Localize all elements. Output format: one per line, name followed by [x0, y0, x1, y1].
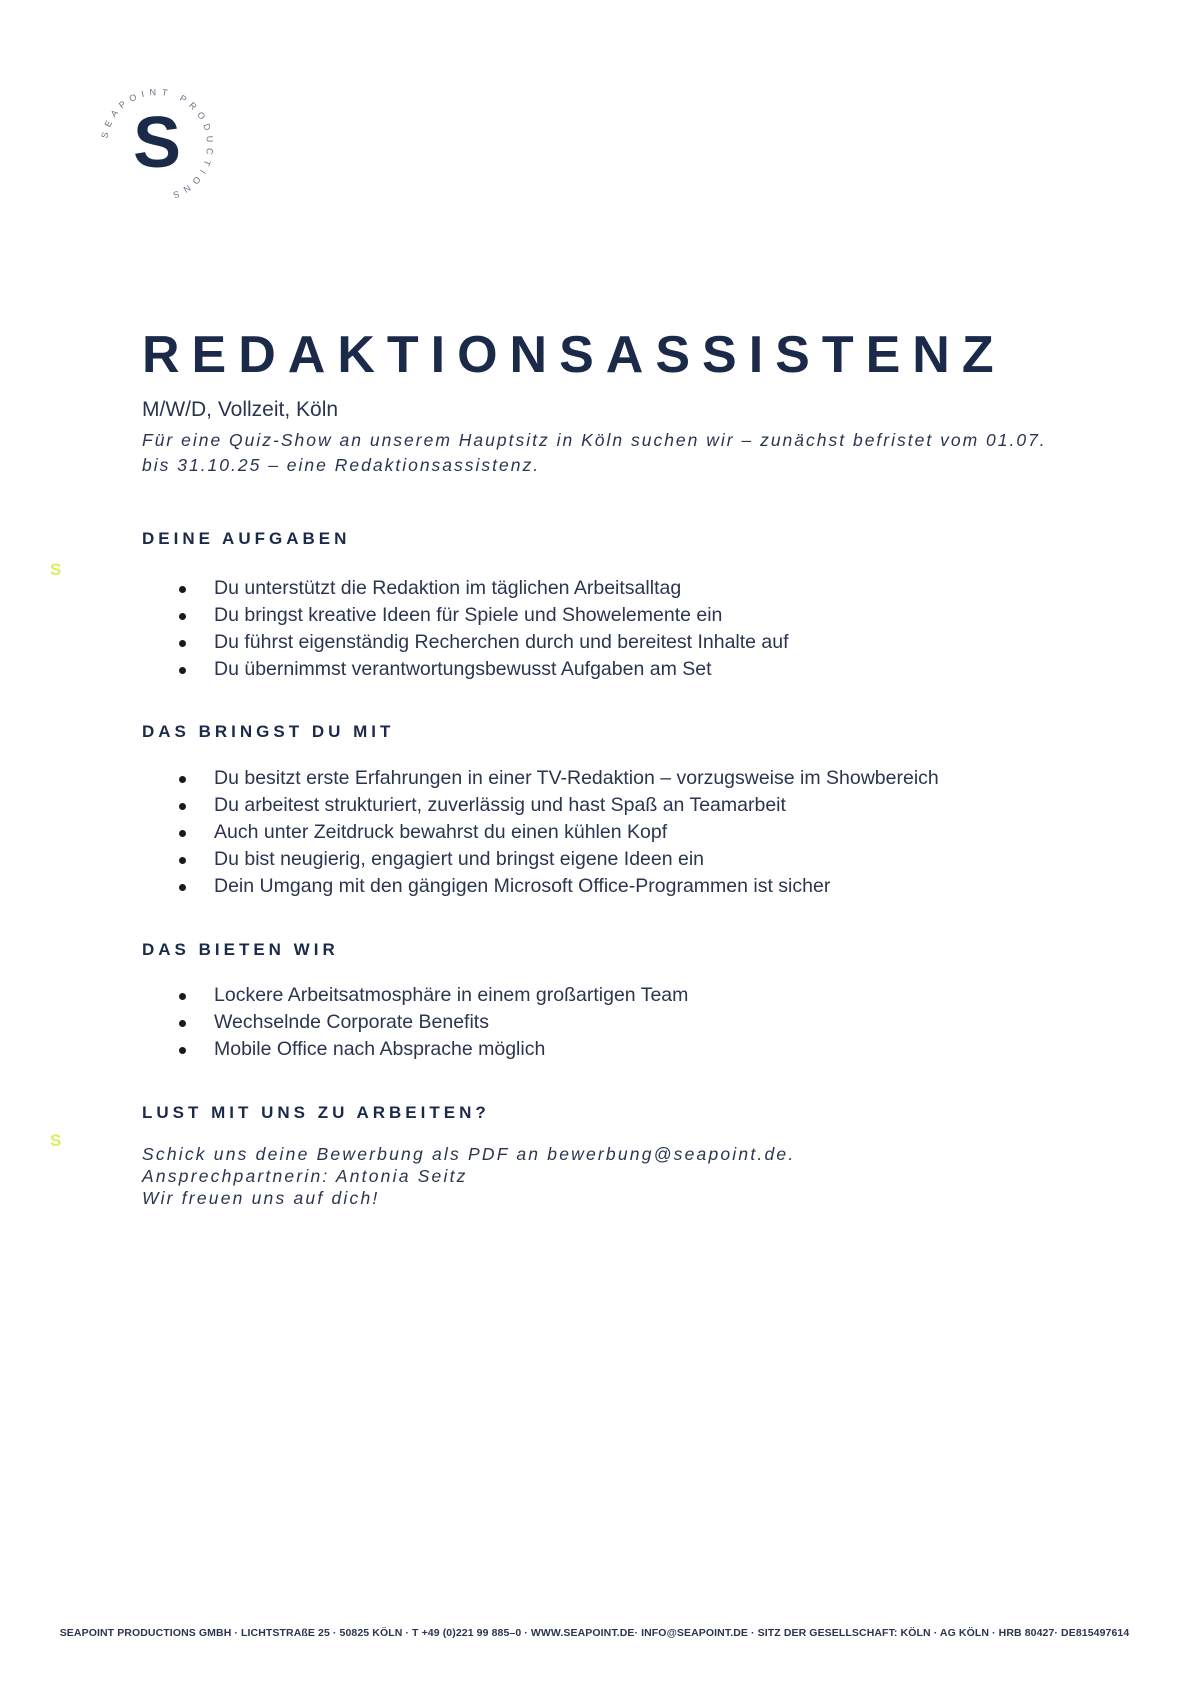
requirements-list: [142, 765, 939, 900]
list-item: Du besitzt erste Erfahrungen in einer TV-Redaktion – vorzugsweise im Showbereich: [142, 765, 939, 792]
bullet-icon: [179, 993, 186, 1000]
closing-line: Wir freuen uns auf dich!: [142, 1188, 380, 1208]
page-title: REDAKTIONSASSISTENZ: [142, 326, 1006, 384]
list-item: Du bringst kreative Ideen für Spiele und Showelemente ein: [142, 602, 789, 629]
company-logo: [82, 70, 232, 220]
margin-marker: S: [50, 560, 62, 579]
job-intro: Für eine Quiz-Show an unserem Hauptsitz in Köln suchen wir – zunächst befristet vom 01.07. bis 31.10.25 – eine Redaktionsassistenz.: [142, 430, 1047, 475]
section-heading-apply: LUST MIT UNS ZU ARBEITEN?: [142, 1103, 490, 1122]
margin-marker: S: [50, 1131, 62, 1150]
bullet-icon: [179, 803, 186, 810]
job-subtitle: M/W/D, Vollzeit, Köln: [142, 398, 339, 421]
bullet-icon: [179, 830, 186, 837]
list-item: Du bist neugierig, engagiert und bringst eigene Ideen ein: [142, 846, 939, 873]
logo-ring-text: SEAPOINT PRODUCTIONS: [99, 86, 216, 202]
application-line: Schick uns deine Bewerbung als PDF an bewerbung@seapoint.de.: [142, 1144, 796, 1164]
benefits-list: [142, 982, 688, 1063]
bullet-icon: [179, 640, 186, 647]
section-heading-requirements: DAS BRINGST DU MIT: [142, 722, 395, 741]
list-item: Du führst eigenständig Recherchen durch und bereitest Inhalte auf: [142, 629, 789, 656]
bullet-icon: [179, 1047, 186, 1054]
list-item: Mobile Office nach Absprache möglich: [142, 1036, 688, 1063]
contact-person: Ansprechpartnerin: Antonia Seitz: [142, 1166, 468, 1186]
list-item: Wechselnde Corporate Benefits: [142, 1009, 688, 1036]
list-item: Auch unter Zeitdruck bewahrst du einen kühlen Kopf: [142, 819, 939, 846]
list-item: Du unterstützt die Redaktion im täglichen Arbeitsalltag: [142, 575, 789, 602]
tasks-list: [142, 575, 789, 683]
bullet-icon: [179, 586, 186, 593]
bullet-icon: [179, 667, 186, 674]
list-item: Du übernimmst verantwortungsbewusst Aufgaben am Set: [142, 656, 789, 683]
bullet-icon: [179, 857, 186, 864]
list-item: Dein Umgang mit den gängigen Microsoft Office-Programmen ist sicher: [142, 873, 939, 900]
application-info: [142, 1143, 795, 1209]
page-footer: SEAPOINT PRODUCTIONS GMBH · LICHTSTRAßE 25 · 50825 KÖLN · T +49 (0)221 99 885–0 · WWW.SEAPOINT.DE· INFO@SEAPOINT.DE · SITZ DER GESELLSCHAFT: KÖLN · AG KÖLN · HRB 80427· DE815497614: [59, 1627, 1130, 1639]
list-item: Du arbeitest strukturiert, zuverlässig und hast Spaß an Teamarbeit: [142, 792, 939, 819]
list-item: Lockere Arbeitsatmosphäre in einem großartigen Team: [142, 982, 688, 1009]
seapoint-logo-icon: [82, 70, 232, 220]
logo-letter: S: [132, 103, 182, 183]
section-heading-benefits: DAS BIETEN WIR: [142, 940, 339, 959]
section-heading-tasks: DEINE AUFGABEN: [142, 529, 351, 548]
bullet-icon: [179, 613, 186, 620]
bullet-icon: [179, 884, 186, 891]
bullet-icon: [179, 1020, 186, 1027]
bullet-icon: [179, 776, 186, 783]
